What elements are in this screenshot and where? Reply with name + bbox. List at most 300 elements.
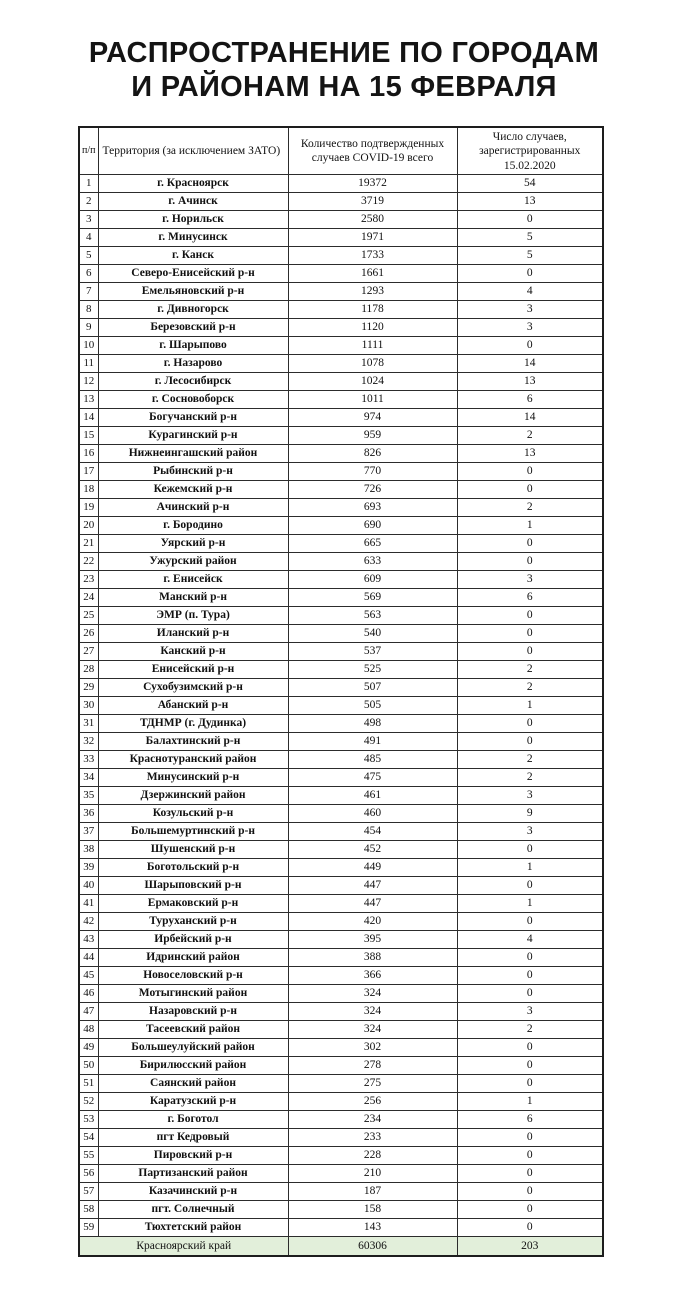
table-row [79,409,603,427]
new-cases-cell: 4 [457,283,603,301]
confirmed-total-cell: 278 [288,1057,457,1075]
new-cases-cell: 1 [457,895,603,913]
row-number-cell: 7 [79,283,98,301]
page-title-line1: РАСПРОСТРАНЕНИЕ ПО ГОРОДАМ [88,37,600,69]
confirmed-total-cell: 388 [288,949,457,967]
territory-cell: г. Боготол [98,1111,288,1129]
confirmed-total-cell: 2580 [288,211,457,229]
territory-cell: пгт. Солнечный [98,1201,288,1219]
row-number-cell: 46 [79,985,98,1003]
confirmed-total-cell: 959 [288,427,457,445]
territory-cell: Туруханский р-н [98,913,288,931]
confirmed-total-cell: 187 [288,1183,457,1201]
confirmed-total-cell: 475 [288,769,457,787]
row-number-cell: 49 [79,1039,98,1057]
table-row [79,661,603,679]
new-cases-cell: 2 [457,427,603,445]
territory-cell: Козульский р-н [98,805,288,823]
new-cases-cell: 0 [457,1219,603,1237]
table-row [79,193,603,211]
new-cases-cell: 6 [457,1111,603,1129]
table-row [79,1129,603,1147]
row-number-cell: 48 [79,1021,98,1039]
row-number-cell: 44 [79,949,98,967]
new-cases-cell: 5 [457,229,603,247]
confirmed-total-cell: 449 [288,859,457,877]
table-row [79,751,603,769]
confirmed-total-cell: 726 [288,481,457,499]
confirmed-total-cell: 569 [288,589,457,607]
new-cases-cell: 2 [457,661,603,679]
territory-cell: г. Красноярск [98,175,288,193]
table-row [79,805,603,823]
new-cases-cell: 0 [457,1201,603,1219]
confirmed-total-cell: 665 [288,535,457,553]
new-cases-cell: 0 [457,1039,603,1057]
new-cases-cell: 0 [457,1057,603,1075]
new-cases-cell: 0 [457,535,603,553]
new-cases-cell: 3 [457,1003,603,1021]
table-row [79,1201,603,1219]
table-row [79,1057,603,1075]
row-number-cell: 36 [79,805,98,823]
table-row [79,463,603,481]
row-number-cell: 27 [79,643,98,661]
confirmed-total-cell: 324 [288,1003,457,1021]
row-number-cell: 34 [79,769,98,787]
row-number-cell: 24 [79,589,98,607]
confirmed-total-cell: 228 [288,1147,457,1165]
confirmed-total-cell: 452 [288,841,457,859]
confirmed-total-cell: 491 [288,733,457,751]
territory-cell: пгт Кедровый [98,1129,288,1147]
page-title-line2: И РАЙОНАМ НА 15 ФЕВРАЛЯ [131,71,557,104]
new-cases-cell: 2 [457,1021,603,1039]
table-row [79,589,603,607]
row-number-cell: 21 [79,535,98,553]
table-row [79,949,603,967]
table-row [79,247,603,265]
territory-cell: Шарыповский р-н [98,877,288,895]
territory-cell: Большеулуйский район [98,1039,288,1057]
confirmed-total-cell: 324 [288,1021,457,1039]
confirmed-total-cell: 233 [288,1129,457,1147]
row-number-cell: 47 [79,1003,98,1021]
column-header-territory: Территория (за исключением ЗАТО) [98,127,288,175]
new-cases-cell: 3 [457,571,603,589]
row-number-cell: 3 [79,211,98,229]
row-number-cell: 53 [79,1111,98,1129]
confirmed-total-cell: 3719 [288,193,457,211]
territory-cell: ЭМР (п. Тура) [98,607,288,625]
row-number-cell: 11 [79,355,98,373]
row-number-cell: 6 [79,265,98,283]
row-number-cell: 5 [79,247,98,265]
confirmed-total-cell: 609 [288,571,457,589]
column-header-confirmed: Количество подтвержденных случаев COVID-19 всего [288,127,457,175]
new-cases-cell: 1 [457,697,603,715]
territory-cell: г. Дивногорск [98,301,288,319]
territory-cell: Емельяновский р-н [98,283,288,301]
confirmed-total-cell: 275 [288,1075,457,1093]
table-row [79,679,603,697]
row-number-cell: 4 [79,229,98,247]
confirmed-total-cell: 690 [288,517,457,535]
table-row [79,769,603,787]
table-row [79,373,603,391]
confirmed-total-cell: 485 [288,751,457,769]
new-cases-cell: 3 [457,319,603,337]
territory-cell: Ирбейский р-н [98,931,288,949]
row-number-cell: 57 [79,1183,98,1201]
confirmed-total-cell: 447 [288,895,457,913]
row-number-cell: 10 [79,337,98,355]
row-number-cell: 32 [79,733,98,751]
table-row [79,1183,603,1201]
confirmed-total-cell: 693 [288,499,457,517]
new-cases-cell: 1 [457,1093,603,1111]
row-number-cell: 29 [79,679,98,697]
table-header [79,127,603,175]
confirmed-total-cell: 454 [288,823,457,841]
table-row [79,427,603,445]
table-row [79,1147,603,1165]
table-row [79,1075,603,1093]
territory-cell: г. Шарыпово [98,337,288,355]
table-row [79,1039,603,1057]
territory-cell: Дзержинский район [98,787,288,805]
territory-cell: Партизанский район [98,1165,288,1183]
new-cases-cell: 1 [457,517,603,535]
row-number-cell: 56 [79,1165,98,1183]
confirmed-total-cell: 507 [288,679,457,697]
confirmed-total-cell: 1733 [288,247,457,265]
territory-cell: г. Норильск [98,211,288,229]
new-cases-cell: 13 [457,193,603,211]
new-cases-cell: 14 [457,355,603,373]
new-cases-cell: 54 [457,175,603,193]
new-cases-cell: 0 [457,607,603,625]
new-cases-cell: 0 [457,265,603,283]
territory-cell: Мотыгинский район [98,985,288,1003]
new-cases-cell: 0 [457,1147,603,1165]
table-row [79,391,603,409]
row-number-cell: 59 [79,1219,98,1237]
confirmed-total-cell: 540 [288,625,457,643]
table-row [79,301,603,319]
confirmed-total-cell: 19372 [288,175,457,193]
territory-cell: Боготольский р-н [98,859,288,877]
confirmed-total-cell: 1178 [288,301,457,319]
table-row [79,283,603,301]
confirmed-total-cell: 1293 [288,283,457,301]
new-cases-cell: 2 [457,499,603,517]
territory-cell: г. Енисейск [98,571,288,589]
row-number-cell: 52 [79,1093,98,1111]
table-row [79,535,603,553]
new-cases-cell: 0 [457,967,603,985]
table-row [79,445,603,463]
territory-cell: Абанский р-н [98,697,288,715]
confirmed-total-cell: 633 [288,553,457,571]
table-row [79,571,603,589]
confirmed-total-cell: 420 [288,913,457,931]
new-cases-cell: 13 [457,373,603,391]
total-row-new-cases: 203 [457,1237,603,1257]
table-row [79,643,603,661]
territory-cell: Уярский р-н [98,535,288,553]
table-row [79,895,603,913]
territory-cell: Березовский р-н [98,319,288,337]
table-row [79,265,603,283]
row-number-cell: 41 [79,895,98,913]
row-number-cell: 37 [79,823,98,841]
territory-cell: Енисейский р-н [98,661,288,679]
table-row [79,859,603,877]
table-row [79,841,603,859]
confirmed-total-cell: 563 [288,607,457,625]
row-number-cell: 8 [79,301,98,319]
new-cases-cell: 13 [457,445,603,463]
row-number-cell: 28 [79,661,98,679]
new-cases-cell: 4 [457,931,603,949]
row-number-cell: 22 [79,553,98,571]
table-row [79,229,603,247]
new-cases-cell: 0 [457,733,603,751]
confirmed-total-cell: 505 [288,697,457,715]
total-row [79,1237,603,1257]
row-number-cell: 50 [79,1057,98,1075]
table-row [79,1093,603,1111]
table-row [79,733,603,751]
table-row [79,355,603,373]
confirmed-total-cell: 525 [288,661,457,679]
row-number-cell: 2 [79,193,98,211]
confirmed-total-cell: 460 [288,805,457,823]
row-number-cell: 33 [79,751,98,769]
table-row [79,499,603,517]
territory-cell: Минусинский р-н [98,769,288,787]
row-number-cell: 30 [79,697,98,715]
confirmed-total-cell: 1661 [288,265,457,283]
new-cases-cell: 3 [457,787,603,805]
row-number-cell: 58 [79,1201,98,1219]
territory-cell: Большемуртинский р-н [98,823,288,841]
new-cases-cell: 5 [457,247,603,265]
table-row [79,967,603,985]
confirmed-total-cell: 1078 [288,355,457,373]
table-row [79,319,603,337]
new-cases-cell: 1 [457,859,603,877]
new-cases-cell: 0 [457,463,603,481]
territory-cell: г. Минусинск [98,229,288,247]
row-number-cell: 40 [79,877,98,895]
confirmed-total-cell: 1971 [288,229,457,247]
new-cases-cell: 2 [457,751,603,769]
confirmed-total-cell: 366 [288,967,457,985]
territory-cell: Богучанский р-н [98,409,288,427]
confirmed-total-cell: 1011 [288,391,457,409]
confirmed-total-cell: 256 [288,1093,457,1111]
table-row [79,517,603,535]
row-number-cell: 16 [79,445,98,463]
total-row-confirmed: 60306 [288,1237,457,1257]
territory-cell: Пировский р-н [98,1147,288,1165]
table-row [79,985,603,1003]
covid-cases-table [78,126,604,1257]
confirmed-total-cell: 1024 [288,373,457,391]
territory-cell: Тасеевский район [98,1021,288,1039]
new-cases-cell: 0 [457,337,603,355]
row-number-cell: 23 [79,571,98,589]
row-number-cell: 55 [79,1147,98,1165]
territory-cell: Казачинский р-н [98,1183,288,1201]
territory-cell: Бирилюсский район [98,1057,288,1075]
table-row [79,625,603,643]
new-cases-cell: 0 [457,877,603,895]
row-number-cell: 31 [79,715,98,733]
confirmed-total-cell: 395 [288,931,457,949]
new-cases-cell: 3 [457,301,603,319]
row-number-cell: 38 [79,841,98,859]
new-cases-cell: 0 [457,643,603,661]
total-row-territory: Красноярский край [79,1237,288,1257]
row-number-cell: 19 [79,499,98,517]
table-row [79,1219,603,1237]
territory-cell: Канский р-н [98,643,288,661]
territory-cell: Нижнеингашский район [98,445,288,463]
confirmed-total-cell: 302 [288,1039,457,1057]
new-cases-cell: 6 [457,391,603,409]
territory-cell: г. Сосновоборск [98,391,288,409]
table-row [79,1003,603,1021]
table-row [79,787,603,805]
new-cases-cell: 0 [457,985,603,1003]
territory-cell: Северо-Енисейский р-н [98,265,288,283]
new-cases-cell: 0 [457,1129,603,1147]
confirmed-total-cell: 537 [288,643,457,661]
territory-cell: Манский р-н [98,589,288,607]
confirmed-total-cell: 210 [288,1165,457,1183]
confirmed-total-cell: 234 [288,1111,457,1129]
territory-cell: Шушенский р-н [98,841,288,859]
table-row [79,1021,603,1039]
confirmed-total-cell: 974 [288,409,457,427]
territory-cell: г. Ачинск [98,193,288,211]
table-row [79,715,603,733]
new-cases-cell: 0 [457,481,603,499]
column-header-number: п/п [79,127,98,175]
territory-cell: г. Назарово [98,355,288,373]
confirmed-total-cell: 324 [288,985,457,1003]
row-number-cell: 12 [79,373,98,391]
territory-cell: Каратузский р-н [98,1093,288,1111]
row-number-cell: 9 [79,319,98,337]
table-row [79,931,603,949]
confirmed-total-cell: 447 [288,877,457,895]
territory-cell: Ермаковский р-н [98,895,288,913]
row-number-cell: 39 [79,859,98,877]
territory-cell: Назаровский р-н [98,1003,288,1021]
row-number-cell: 20 [79,517,98,535]
territory-cell: Иланский р-н [98,625,288,643]
new-cases-cell: 0 [457,1183,603,1201]
territory-cell: г. Канск [98,247,288,265]
row-number-cell: 18 [79,481,98,499]
territory-cell: Балахтинский р-н [98,733,288,751]
new-cases-cell: 0 [457,1075,603,1093]
table-row [79,1165,603,1183]
territory-cell: Сухобузимский р-н [98,679,288,697]
row-number-cell: 54 [79,1129,98,1147]
table-row [79,607,603,625]
territory-cell: Кежемский р-н [98,481,288,499]
table-row [79,913,603,931]
table-row [79,1111,603,1129]
row-number-cell: 13 [79,391,98,409]
row-number-cell: 51 [79,1075,98,1093]
new-cases-cell: 2 [457,679,603,697]
row-number-cell: 17 [79,463,98,481]
confirmed-total-cell: 158 [288,1201,457,1219]
territory-cell: Рыбинский р-н [98,463,288,481]
row-number-cell: 35 [79,787,98,805]
table-row [79,877,603,895]
confirmed-total-cell: 461 [288,787,457,805]
column-header-new-cases: Число случаев, зарегистрированных 15.02.2020 [457,127,603,175]
territory-cell: Курагинский р-н [98,427,288,445]
table-row [79,175,603,193]
new-cases-cell: 0 [457,715,603,733]
row-number-cell: 15 [79,427,98,445]
territory-cell: Ужурский район [98,553,288,571]
new-cases-cell: 9 [457,805,603,823]
confirmed-total-cell: 770 [288,463,457,481]
territory-cell: г. Лесосибирск [98,373,288,391]
table-body [79,175,603,1237]
row-number-cell: 42 [79,913,98,931]
table-row [79,337,603,355]
table-row [79,481,603,499]
page-title [0,36,688,104]
table-row [79,697,603,715]
new-cases-cell: 0 [457,553,603,571]
row-number-cell: 26 [79,625,98,643]
row-number-cell: 45 [79,967,98,985]
table-row [79,823,603,841]
new-cases-cell: 0 [457,211,603,229]
table-row [79,211,603,229]
new-cases-cell: 6 [457,589,603,607]
new-cases-cell: 2 [457,769,603,787]
confirmed-total-cell: 498 [288,715,457,733]
territory-cell: ТДНМР (г. Дудинка) [98,715,288,733]
new-cases-cell: 0 [457,841,603,859]
territory-cell: Идринский район [98,949,288,967]
row-number-cell: 1 [79,175,98,193]
new-cases-cell: 14 [457,409,603,427]
new-cases-cell: 3 [457,823,603,841]
row-number-cell: 43 [79,931,98,949]
territory-cell: Ачинский р-н [98,499,288,517]
confirmed-total-cell: 826 [288,445,457,463]
row-number-cell: 25 [79,607,98,625]
territory-cell: Саянский район [98,1075,288,1093]
confirmed-total-cell: 1120 [288,319,457,337]
new-cases-cell: 0 [457,913,603,931]
row-number-cell: 14 [79,409,98,427]
confirmed-total-cell: 143 [288,1219,457,1237]
